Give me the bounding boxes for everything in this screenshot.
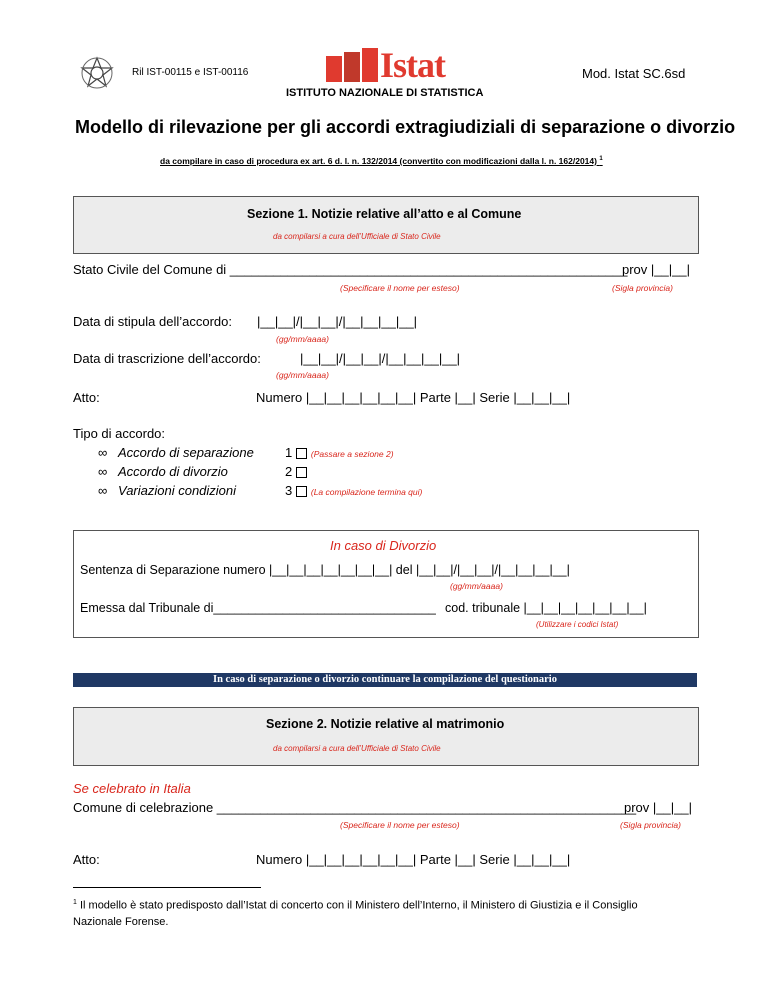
footnote <box>73 895 703 930</box>
subtitle-text: da compilare in caso di procedura ex art. 6 d. l. n. 132/2014 (convertito con modificazioni dalla l. n. 162/2014) <box>160 156 597 166</box>
trascrizione-date-hint: (gg/mm/aaaa) <box>276 370 329 380</box>
option-divorzio-check[interactable] <box>285 464 307 479</box>
comune-field[interactable]: Stato Civile del Comune di _______________________________________________________ <box>73 262 628 277</box>
section2-header-box <box>73 707 699 766</box>
divorzio-title: In caso di Divorzio <box>330 538 437 553</box>
institute-name: ISTITUTO NAZIONALE DI STATISTICA <box>286 87 484 99</box>
sentenza-date-hint: (gg/mm/aaaa) <box>450 581 503 591</box>
sentenza-field[interactable]: Sentenza di Separazione numero |__|__|__|__|__|__|__| del |__|__|/|__|__|/|__|__|__|__| <box>80 563 570 577</box>
prov-hint: (Sigla provincia) <box>612 283 673 293</box>
atto2-fields[interactable]: Numero |__|__|__|__|__|__| Parte |__| Serie |__|__|__| <box>256 852 571 867</box>
option-variazioni-check[interactable] <box>285 483 422 498</box>
stipula-date-field[interactable]: |__|__|/|__|__|/|__|__|__|__| <box>257 314 418 329</box>
option-label: Accordo di separazione <box>118 445 254 460</box>
checkbox-icon[interactable] <box>296 486 307 497</box>
emblem-icon <box>80 56 114 90</box>
atto-fields[interactable]: Numero |__|__|__|__|__|__| Parte |__| Serie |__|__|__| <box>256 390 571 405</box>
prov-field[interactable]: prov |__|__| <box>622 262 690 277</box>
tribunale-field[interactable]: Emessa dal Tribunale di________________________________ <box>80 601 436 615</box>
bullet-icon: ∞ <box>98 464 108 479</box>
option-separazione-check[interactable] <box>285 445 394 460</box>
footnote-line2: Nazionale Forense. <box>73 915 169 928</box>
bullet-icon: ∞ <box>98 445 108 460</box>
trascrizione-date-field[interactable]: |__|__|/|__|__|/|__|__|__|__| <box>300 351 461 366</box>
section2-note: da compilarsi a cura dell’Ufficiale di Stato Civile <box>273 744 441 753</box>
tipo-accordo-label: Tipo di accordo: <box>73 426 166 441</box>
comune-hint: (Specificare il nome per esteso) <box>340 283 460 293</box>
option-number: 2 <box>285 464 293 479</box>
stipula-date-hint: (gg/mm/aaaa) <box>276 334 329 344</box>
stipula-label: Data di stipula dell’accordo: <box>73 314 232 329</box>
prov-celebrazione-field[interactable]: prov |__|__| <box>624 800 692 815</box>
page-subtitle <box>160 156 603 166</box>
footnote-divider <box>73 887 261 888</box>
subtitle-footnote-ref: 1 <box>599 156 603 163</box>
option-label: Variazioni condizioni <box>118 483 237 498</box>
option-number: 3 <box>285 483 293 498</box>
section2-title: Sezione 2. Notizie relative al matrimonio <box>266 717 505 731</box>
option-divorzio <box>98 464 228 479</box>
option-label: Accordo di divorzio <box>118 464 228 479</box>
ril-code: Ril IST-00115 e IST-00116 <box>132 67 249 78</box>
istat-logo-icon <box>324 48 386 84</box>
atto2-label: Atto: <box>73 852 100 867</box>
option-note: (Passare a sezione 2) <box>310 449 394 459</box>
prov-celebrazione-hint: (Sigla provincia) <box>620 820 681 830</box>
option-note: (La compilazione termina qui) <box>310 487 423 497</box>
option-separazione <box>98 445 254 460</box>
option-variazioni <box>98 483 236 498</box>
logo-text: Istat <box>380 45 445 85</box>
checkbox-icon[interactable] <box>296 448 307 459</box>
model-code: Mod. Istat SC.6sd <box>582 66 686 81</box>
cod-tribunale-field[interactable]: cod. tribunale |__|__|__|__|__|__|__| <box>445 601 647 615</box>
page-title: Modello di rilevazione per gli accordi extragiudiziali di separazione o divorzio <box>75 117 736 137</box>
footnote-line1: Il modello è stato predisposto dall’Istat di concerto con il Ministero dell’Interno, il Ministero di Giustizia e il Consiglio <box>79 899 638 912</box>
comune-celebrazione-field[interactable]: Comune di celebrazione __________________________________________________________ <box>73 800 637 815</box>
continue-banner: In caso di separazione o divorzio continuare la compilazione del questionario <box>73 673 697 687</box>
section1-note: da compilarsi a cura dell’Ufficiale di Stato Civile <box>273 232 441 241</box>
comune-celebrazione-hint: (Specificare il nome per esteso) <box>340 820 460 830</box>
trascrizione-label: Data di trascrizione dell’accordo: <box>73 351 261 366</box>
cod-tribunale-hint: (Utilizzare i codici Istat) <box>536 620 619 629</box>
section1-header-box <box>73 196 699 254</box>
option-number: 1 <box>285 445 293 460</box>
footnote-number: 1 <box>73 899 77 906</box>
checkbox-icon[interactable] <box>296 467 307 478</box>
atto-label: Atto: <box>73 390 100 405</box>
italia-label: Se celebrato in Italia <box>73 781 191 796</box>
bullet-icon: ∞ <box>98 483 108 498</box>
section1-title: Sezione 1. Notizie relative all’atto e al Comune <box>247 207 522 221</box>
